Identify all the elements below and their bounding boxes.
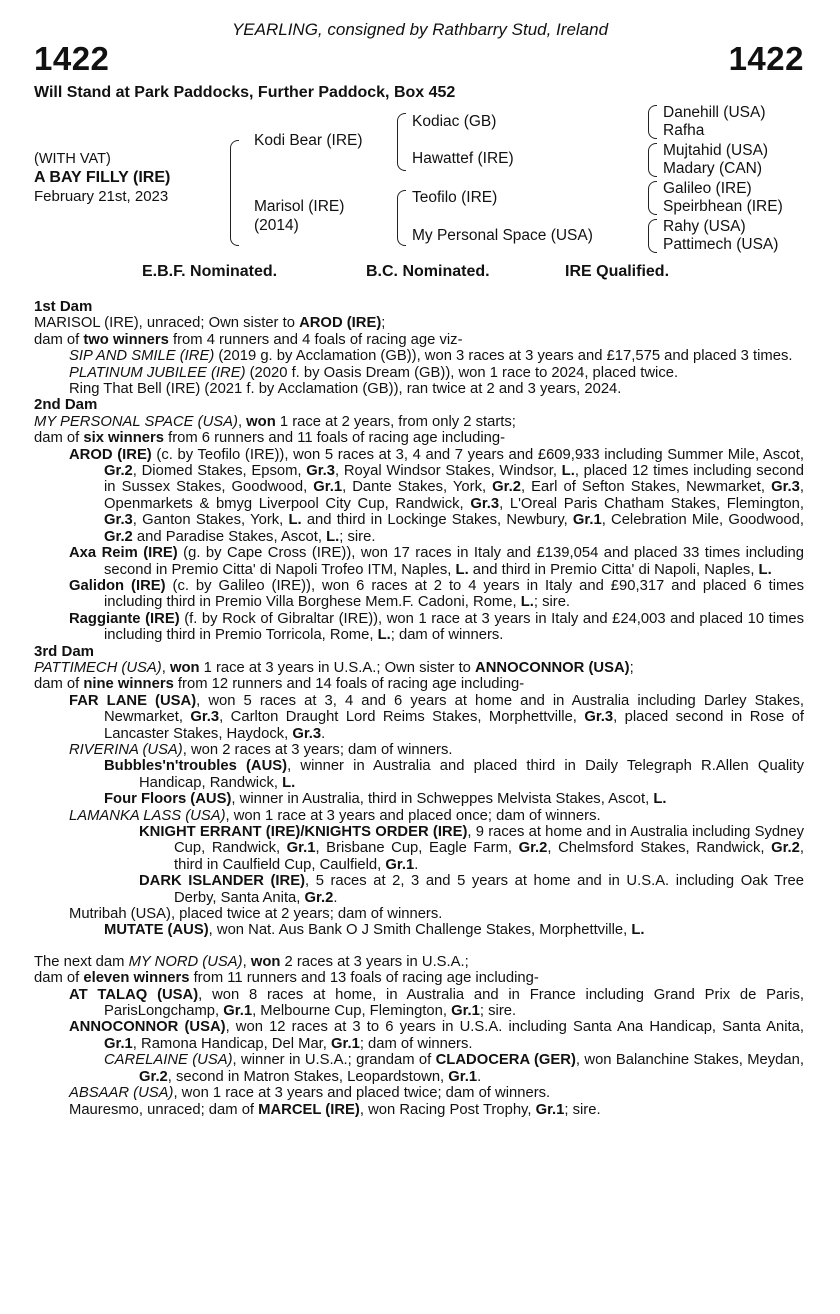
horse-name: ANNOCONNOR (USA) [475,659,630,676]
stand-location: Will Stand at Park Paddocks, Further Paddock, Box 452 [34,84,456,101]
second-dam-section [34,397,804,643]
text: , third in Caulfield Cup, Caulfield, [174,840,805,873]
horse-name: PLATINUM JUBILEE (IRE) [69,364,246,381]
text: , placed 12 times including second in Sussex Stakes, Goodwood, [104,463,804,496]
text: from 6 runners and 11 foals of racing age including- [163,430,506,447]
text: , Celebration Mile, Goodwood, [601,512,804,529]
text: , Melbourne Cup, Flemington, [252,1003,452,1020]
horse-name: RIVERINA (USA) [69,741,183,758]
grade: L. [653,791,667,808]
text: . [333,889,338,906]
grade: L. [326,528,340,545]
grade: L. [288,512,302,529]
grade: Gr.2 [492,479,521,496]
text: won [246,413,276,430]
produce-entry-mutribah: Mutribah (USA), placed twice at 2 years; dam of winners. [69,906,443,923]
catalogue-body [34,299,804,1118]
text: ; sire. [339,528,376,545]
grade: Gr.1 [223,1003,253,1020]
text: ; sire. [533,594,571,611]
produce-entry-far-lane [34,693,804,742]
text: ; [629,659,634,676]
horse-name: CARELAINE (USA) [104,1052,233,1069]
text: 2 races at 3 years in U.S.A.; [280,953,469,970]
second-dam-produce-summary [34,430,804,446]
text: (c. by Teofilo (IRE)), won 5 races at 3, 4 and 7 years and £609,933 including Summer Mile, Ascot, [151,446,805,463]
text: , Diomed Stakes, Epsom, [132,463,307,480]
produce-entry-absaar [34,1085,804,1101]
horse-name: DARK ISLANDER (IRE) [139,873,306,890]
text: , L'Oreal Paris Chatham Stakes, Flemington, [499,495,804,512]
produce-entry-axa-reim [34,545,804,578]
grade: Gr.1 [104,1035,133,1052]
dam-name: Marisol (IRE) [254,198,345,215]
horse-name: AROD (IRE) [299,315,382,332]
produce-entry-galidon [34,578,804,611]
text: The next dam [34,953,129,970]
text: ; sire. [564,1101,601,1118]
sire-name: Kodi Bear (IRE) [254,132,363,149]
text: , Openmarkets & bmyg Liverpool City Cup, Randwick, [104,479,804,512]
text: , 5 races at 2, 3 and 5 years at home and in U.S.A. including Oak Tree Derby, Santa Anita, [174,873,805,906]
horse-name: MARCEL (IRE) [258,1101,360,1118]
dam-dam: My Personal Space (USA) [412,227,593,244]
brace-sire [397,113,406,171]
grade: Gr.1 [451,1003,480,1020]
bc-nominated: B.C. Nominated. [366,263,490,280]
grade: Gr.2 [304,889,334,906]
grade: Gr.1 [313,479,343,496]
text: , won Nat. Aus Bank O J Smith Challenge Stakes, Morphettville, [208,922,632,939]
text: 1 race at 3 years in U.S.A.; Own sister to [199,659,476,676]
text: and third in Premio Citta' di Napoli, Naples, [468,561,759,578]
text: 1 race at 2 years, from only 2 starts; [275,413,516,430]
text: dam of [34,331,84,348]
text: . [321,725,326,742]
horse-name: AROD (IRE) [69,446,152,463]
text: , winner in Australia and placed third in Daily Telegraph R.Allen Quality Handicap, Randwick, [139,758,804,791]
text: . [477,1068,482,1085]
text: , won Balanchine Stakes, Meydan, [575,1052,804,1069]
text: . [414,856,419,873]
horse-name: AT TALAQ (USA) [69,986,199,1003]
text: (g. by Cape Cross (IRE)), won 17 races in Italy and £139,054 and placed 33 times including second in Premio Citta' di Napoli Trofeo ITM, Naples, [104,545,804,578]
brace-main [230,140,239,246]
grade: L. [758,561,772,578]
ancestor-8: Pattimech (USA) [663,236,779,253]
first-dam-line [34,315,804,331]
grade: Gr.1 [385,856,415,873]
consignment-line: YEARLING, consigned by Rathbarry Stud, Ireland [231,20,609,39]
grade: Gr.3 [306,463,336,480]
text: , Earl of Sefton Stakes, Newmarket, [520,479,772,496]
lot-number-right: 1422 [728,40,804,77]
produce-entry-raggiante [34,611,804,644]
text: , won 12 races at 3 to 6 years in U.S.A. including Santa Ana Handicap, Santa Anita, [225,1019,804,1036]
text: (2020 f. by Oasis Dream (GB)), won 1 race to 2024, placed twice. [245,364,679,381]
horse-name: MUTATE (AUS) [104,922,209,939]
brace-g-b [648,143,657,177]
produce-entry-carelaine [34,1052,804,1085]
horse-name: PATTIMECH (USA) [34,659,162,676]
horse-name: CLADOCERA (GER) [435,1052,576,1069]
text: ; dam of winners. [359,1035,473,1052]
first-dam-section [34,299,804,397]
horse-name: SIP AND SMILE (IRE) [69,348,215,365]
text: , winner in Australia, third in Schweppes Melvista Stakes, Ascot, [231,791,654,808]
dam-sire: Teofilo (IRE) [412,189,498,206]
text: , [237,413,247,430]
produce-entry-at-talaq [34,987,804,1020]
text: , [242,953,251,970]
produce-entry-arod [34,447,804,545]
text: Mauresmo, unraced; dam of [69,1101,259,1118]
grade: Gr.2 [104,528,133,545]
winners-count: two winners [83,331,169,348]
text: , won 1 race at 3 years and placed twice; dam of winners. [173,1085,551,1102]
winners-count: six winners [83,430,164,447]
grade: Gr.1 [286,840,316,857]
text: , Dante Stakes, York, [342,479,493,496]
second-dam-heading: 2nd Dam [34,396,98,414]
text: , 9 races at home and in Australia including Sydney Cup, Randwick, [174,824,804,857]
produce-entry-four-floors [34,791,804,807]
third-dam-section [34,644,804,939]
third-dam-heading: 3rd Dam [34,642,95,660]
text: , won 8 races at home, in Australia and in France including Grand Prix de Paris, ParisLongchamp, [104,986,804,1020]
foaling-date: February 21st, 2023 [34,188,169,205]
text: from 11 runners and 13 foals of racing age including- [189,970,539,987]
text: dam of [34,970,84,987]
text: and Paradise Stakes, Ascot, [132,528,327,545]
grade: Gr.3 [104,512,133,529]
vat-note: (WITH VAT) [34,151,111,167]
grade: Gr.1 [572,512,602,529]
next-dam-section [34,954,804,1118]
text: (c. by Galileo (IRE)), won 6 races at 2 to 4 years in Italy and £90,317 and placed 6 times including third in Premio Villa Borghese Mem.F. Cadoni, Rome, [104,577,804,611]
grade: Gr.2 [518,840,548,857]
text: , won 5 races at 3, 4 and 6 years at home and in Australia including Darley Stakes, Newmarket, [104,692,804,726]
third-dam-produce-summary [34,676,804,692]
text: won [169,659,200,676]
text: , won 1 race at 3 years and placed once; dam of winners. [225,807,601,824]
horse-name: ANNOCONNOR (USA) [69,1019,226,1036]
winners-count: eleven winners [83,970,190,987]
brace-g-d [648,219,657,253]
grade: Gr.3 [470,495,500,512]
ancestor-4: Madary (CAN) [663,160,763,177]
ancestor-1: Danehill (USA) [663,104,766,121]
brace-dam [397,190,406,246]
next-dam-produce-summary [34,970,804,986]
ancestor-2: Rafha [663,122,705,139]
text: , second in Matron Stakes, Leopardstown, [167,1068,449,1085]
horse-name: Galidon (IRE) [69,577,166,594]
produce-entry [34,348,804,364]
text: from 4 runners and 4 foals of racing age viz- [168,331,463,348]
grade: Gr.2 [104,463,133,480]
grade: Gr.1 [331,1035,360,1052]
grade: Gr.2 [139,1068,168,1085]
horse-name: KNIGHT ERRANT (IRE)/KNIGHTS ORDER (IRE) [139,824,468,840]
grade: L. [631,922,645,939]
text: (f. by Rock of Gibraltar (IRE)), won 1 race at 3 years in Italy and £24,003 and placed 10 times including third in Premio Torricola, Rome, [104,610,804,644]
produce-entry-bubbles [34,758,804,791]
grade: L. [561,463,575,480]
produce-entry-lamanka-lass [34,808,804,824]
text: ; [381,315,386,332]
grade: Gr.3 [292,725,322,742]
grade: L. [377,627,391,644]
ancestor-3: Mujtahid (USA) [663,142,769,159]
text: , Royal Windsor Stakes, Windsor, [335,463,562,480]
produce-entry-mauresmo [34,1102,804,1118]
grade: L. [455,561,469,578]
ancestor-6: Speirbhean (IRE) [663,198,783,215]
sire-dam: Hawattef (IRE) [412,150,514,167]
text: ; dam of winners. [390,627,504,644]
text: , Carlton Draught Lord Reims Stakes, Morphettville, [219,709,585,726]
text: dam of [34,676,84,693]
text: (2019 g. by Acclamation (GB)), won 3 races at 3 years and £17,575 and placed 3 times. [214,348,793,365]
third-dam-line [34,660,804,676]
text: , Ganton Stakes, York, [132,512,289,529]
text: , Brisbane Cup, Eagle Farm, [315,840,519,857]
horse-name: Raggiante (IRE) [69,610,180,627]
ire-qualified: IRE Qualified. [565,263,670,280]
horse-name: FAR LANE (USA) [69,692,197,709]
grade: Gr.3 [771,479,800,496]
first-dam-heading: 1st Dam [34,298,93,315]
horse-name: MY NORD (USA) [128,953,243,970]
produce-entry-knight-errant [34,824,804,873]
text: dam of [34,430,84,447]
text: from 12 runners and 14 foals of racing age including- [173,676,525,693]
horse-name: ABSAAR (USA) [69,1085,174,1102]
produce-entry-riverina [34,742,804,758]
horse-name: Four Floors (AUS) [104,791,232,808]
text: , Chelmsford Stakes, Randwick, [547,840,772,857]
text: , won Racing Post Trophy, [359,1101,536,1118]
text: , winner in U.S.A.; grandam of [232,1052,436,1069]
horse-name: LAMANKA LASS (USA) [69,807,226,824]
produce-entry [34,365,804,381]
first-dam-produce-summary [34,332,804,348]
winners-count: nine winners [83,676,174,693]
grade: Gr.3 [584,709,614,726]
horse-name: MY PERSONAL SPACE (USA) [34,413,238,430]
grade: Gr.1 [535,1101,565,1118]
next-dam-line [34,954,804,970]
grade: Gr.1 [448,1068,478,1085]
produce-entry: Ring That Bell (IRE) (2021 f. by Acclamation (GB)), ran twice at 2 and 3 years, 2024. [69,381,622,398]
sire-sire: Kodiac (GB) [412,113,497,130]
text: MARISOL (IRE), unraced; Own sister to [34,315,300,332]
horse-name: Axa Reim (IRE) [69,545,178,562]
grade: Gr.2 [771,840,800,857]
produce-entry-annoconnor [34,1019,804,1052]
horse-description: A BAY FILLY (IRE) [34,169,171,186]
lot-number-left: 1422 [34,40,110,77]
produce-entry-mutate [34,922,804,938]
grade: Gr.3 [190,709,220,726]
brace-g-a [648,105,657,139]
grade: L. [520,594,534,611]
text: ; sire. [479,1003,517,1020]
horse-name: Bubbles'n'troubles (AUS) [104,758,288,775]
dam-year: (2014) [254,217,299,234]
text: , placed second in Rose of Lancaster Stakes, Haydock, [104,709,804,742]
text: and third in Lockinge Stakes, Newbury, [301,512,573,529]
second-dam-line [34,414,804,430]
brace-g-c [648,181,657,215]
produce-entry-dark-islander [34,873,804,906]
text: , Ramona Handicap, Del Mar, [132,1035,332,1052]
ancestor-7: Rahy (USA) [663,218,746,235]
text: , won 2 races at 3 years; dam of winners. [182,741,453,758]
grade: L. [282,774,296,791]
text: , [161,659,170,676]
ancestor-5: Galileo (IRE) [663,180,752,197]
ebf-nominated: E.B.F. Nominated. [142,263,278,280]
text: won [250,953,281,970]
